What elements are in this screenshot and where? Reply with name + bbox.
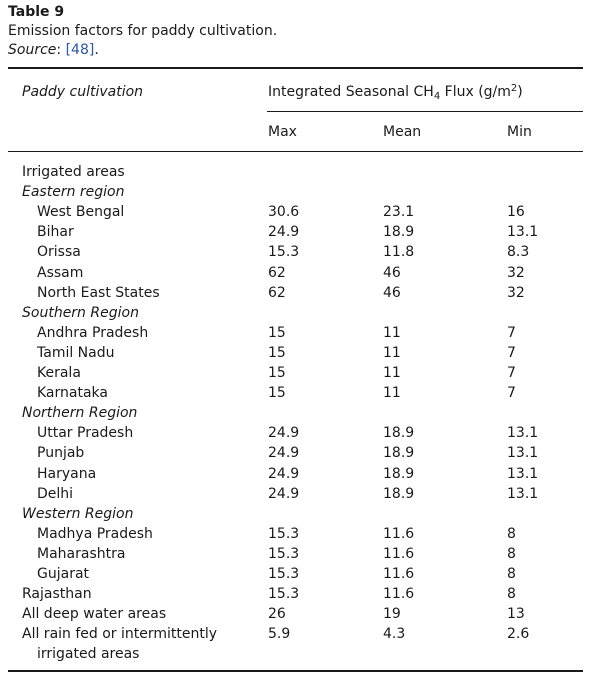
cell-mean: 18.9 — [383, 445, 415, 462]
cell-max: 24.9 — [268, 485, 300, 502]
cell-mean: 46 — [383, 284, 401, 301]
cell-max: 15.3 — [268, 244, 300, 261]
header-mean: Mean — [383, 124, 422, 140]
cell-max: 24.9 — [268, 445, 300, 462]
table-title: Emission factors for paddy cultivation. — [8, 23, 278, 39]
header-flux: Integrated Seasonal $CH_4$ Flux $(g/m^2)$ — [268, 83, 523, 102]
cell-mean: 11.8 — [383, 244, 415, 261]
cell-mean: 18.9 — [383, 465, 415, 482]
header-paddy-cultivation: Paddy cultivation — [22, 84, 144, 100]
row-label: Maharashtra — [37, 545, 126, 562]
cell-min: 32 — [507, 264, 525, 281]
row-label: Andhra Pradesh — [37, 324, 149, 341]
row-label: Rajasthan — [22, 586, 92, 603]
header-max: Max — [268, 124, 297, 140]
cell-mean: 19 — [383, 606, 401, 623]
cell-max: 62 — [268, 264, 286, 281]
cell-mean: 11.6 — [383, 586, 415, 603]
cell-min: 7 — [507, 385, 516, 402]
row-label: Gujarat — [37, 566, 90, 582]
cell-mean: 18.9 — [383, 485, 415, 502]
cell-min: 8 — [507, 525, 516, 542]
cell-max: 15 — [268, 324, 286, 341]
source-colon: : — [56, 42, 62, 58]
cell-max: 15.3 — [268, 545, 300, 562]
cell-min: 2.6 — [507, 626, 530, 643]
row-label: Tamil Nadu — [37, 344, 115, 361]
cell-min: 13 — [507, 606, 525, 623]
cell-mean: 23.1 — [383, 204, 415, 221]
row-label: Eastern region — [22, 184, 125, 201]
row-label: West Bengal — [37, 204, 125, 221]
cell-min: 16 — [507, 204, 525, 221]
row-label: Northern Region — [22, 405, 138, 422]
row-label: Western Region — [22, 505, 134, 522]
cell-min: 13.1 — [507, 445, 539, 462]
cell-min: 7 — [507, 324, 516, 341]
cell-mean: 11.6 — [383, 566, 415, 582]
header-subrule — [267, 111, 583, 112]
cell-max: 26 — [268, 606, 286, 623]
header-rule — [8, 151, 583, 152]
cell-mean: 4.3 — [383, 626, 406, 643]
cell-min: 13.1 — [507, 465, 539, 482]
top-rule — [8, 67, 583, 69]
cell-max: 30.6 — [268, 204, 300, 221]
source-label: Source — [8, 42, 57, 58]
cell-max: 15 — [268, 344, 286, 361]
cell-max: 15.3 — [268, 566, 300, 582]
cell-min: 8 — [507, 545, 516, 562]
row-label: Karnataka — [37, 385, 108, 402]
cell-mean: 11 — [383, 385, 401, 402]
cell-min: 8 — [507, 566, 516, 582]
header-min: Min — [507, 124, 532, 140]
cell-max: 15.3 — [268, 525, 300, 542]
bottom-rule — [8, 670, 583, 672]
cell-mean: 18.9 — [383, 224, 415, 241]
cell-mean: 11 — [383, 324, 401, 341]
cell-mean: 11 — [383, 365, 401, 381]
row-label-continued: irrigated areas — [37, 646, 140, 663]
row-label: Southern Region — [22, 304, 139, 321]
cell-max: 24.9 — [268, 425, 300, 442]
cell-min: 32 — [507, 284, 525, 301]
cell-max: 15 — [268, 385, 286, 402]
cell-min: 13.1 — [507, 485, 539, 502]
cell-min: 7 — [507, 344, 516, 361]
row-label: Orissa — [37, 244, 81, 261]
cell-min: 8.3 — [507, 244, 530, 261]
table-number: Table 9 — [8, 4, 65, 20]
row-label: Assam — [37, 264, 84, 281]
cell-max: 15.3 — [268, 586, 300, 603]
cell-max: 24.9 — [268, 224, 300, 241]
source-reference-link[interactable]: [48] — [65, 42, 95, 58]
row-label: Irrigated areas — [22, 164, 125, 180]
cell-mean: 18.9 — [383, 425, 415, 442]
row-label: All deep water areas — [22, 606, 167, 623]
cell-max: 24.9 — [268, 465, 300, 482]
cell-max: 15 — [268, 365, 286, 381]
row-label: Uttar Pradesh — [37, 425, 134, 442]
row-label: Madhya Pradesh — [37, 525, 153, 542]
cell-min: 13.1 — [507, 224, 539, 241]
cell-mean: 11.6 — [383, 545, 415, 562]
cell-min: 8 — [507, 586, 516, 603]
row-label: Haryana — [37, 465, 97, 482]
source-period: . — [94, 42, 99, 58]
row-label: Delhi — [37, 485, 74, 502]
cell-mean: 46 — [383, 264, 401, 281]
row-label: Kerala — [37, 365, 81, 381]
caption-block — [8, 3, 277, 60]
row-label: North East States — [37, 284, 160, 301]
cell-max: 5.9 — [268, 626, 291, 643]
cell-max: 62 — [268, 284, 286, 301]
cell-mean: 11 — [383, 344, 401, 361]
row-label: Bihar — [37, 224, 74, 241]
cell-mean: 11.6 — [383, 525, 415, 542]
cell-min: 7 — [507, 365, 516, 381]
cell-min: 13.1 — [507, 425, 539, 442]
row-label: Punjab — [37, 445, 85, 462]
row-label: All rain fed or intermittently — [22, 626, 218, 643]
